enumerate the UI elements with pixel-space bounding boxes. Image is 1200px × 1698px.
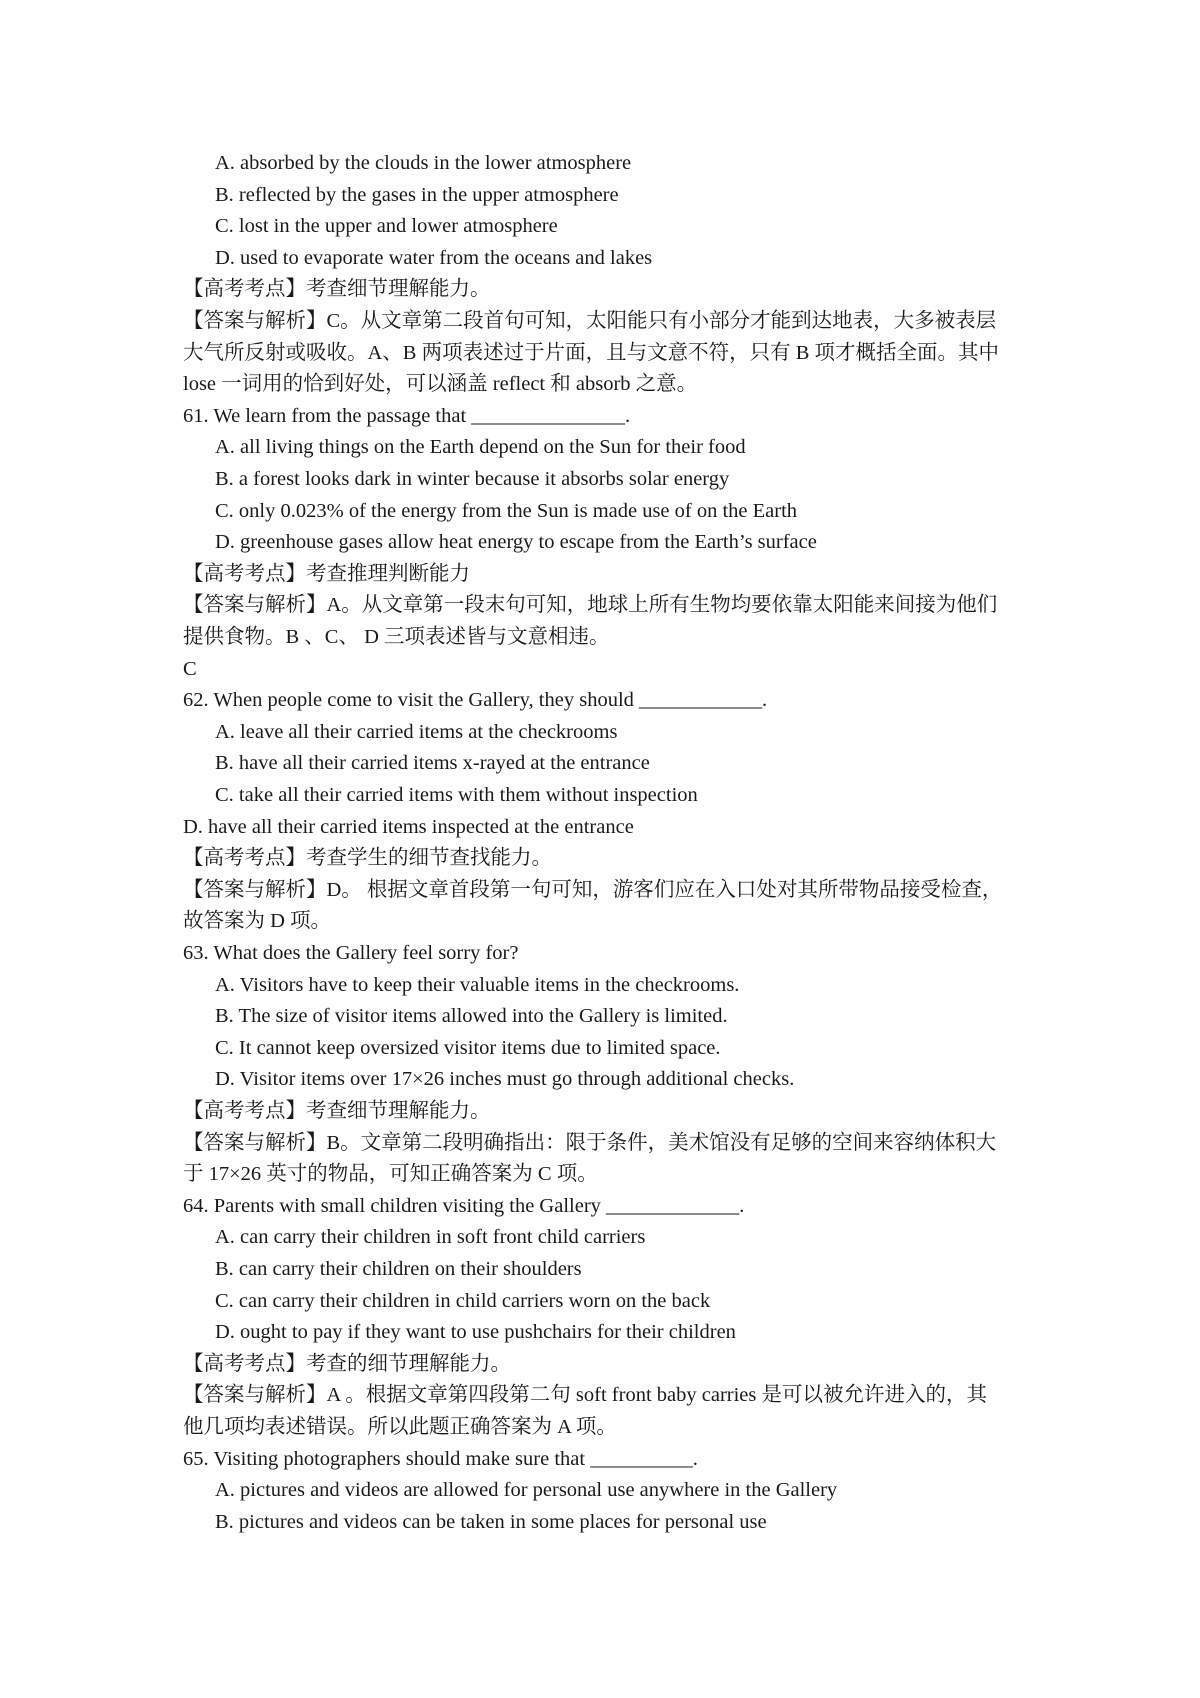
text-line: 故答案为 D 项。 [183,910,332,933]
text-line: 【高考考点】考查的细节理解能力。 [183,1352,511,1375]
text-line: B. can carry their children on their shoulders [215,1258,582,1280]
text-line: 62. When people come to visit the Gallery, they should ____________. [183,689,768,712]
text-line: 他几项均表述错误。所以此题正确答案为 A 项。 [183,1416,617,1438]
text-line: lose 一词用的恰到好处，可以涵盖 reflect 和 absorb 之意。 [183,373,698,396]
text-line: B. pictures and videos can be taken in some places for personal use [215,1510,767,1533]
text-line: 【答案与解析】A 。根据文章第四段第二句 soft front baby carries 是可以被允许进入的，其 [183,1384,987,1407]
text-line: 【高考考点】考查学生的细节查找能力。 [183,847,552,870]
text-line: 提供食物。B 、C、 D 三项表述皆与文意相违。 [183,626,610,648]
text-line: 63. What does the Gallery feel sorry for? [183,942,519,964]
text-line: D. have all their carried items inspected at the entrance [183,815,634,838]
text-line: A. can carry their children in soft front child carriers [215,1226,646,1249]
text-line: 【答案与解析】D。 根据文章首段第一句可知，游客们应在入口处对其所带物品接受检查， [183,878,1003,901]
text-line: D. ought to pay if they want to use pushchairs for their children [215,1321,736,1344]
text-line: C. can carry their children in child carriers worn on the back [215,1289,711,1312]
text-line: A. all living things on the Earth depend on the Sun for their food [215,436,746,459]
text-line: C. lost in the upper and lower atmosphere [215,215,558,238]
text-line: D. used to evaporate water from the oceans and lakes [215,246,653,269]
text-line: B. reflected by the gases in the upper atmosphere [215,183,619,206]
text-line: 【高考考点】考查细节理解能力。 [183,278,491,301]
text-line: D. Visitor items over 17×26 inches must go through additional checks. [215,1068,795,1091]
text-line: A. leave all their carried items at the checkrooms [215,720,618,743]
text-line: C. It cannot keep oversized visitor items due to limited space. [215,1036,721,1059]
text-line: 【高考考点】考查推理判断能力 [183,562,470,585]
text-line: A. absorbed by the clouds in the lower atmosphere [215,152,632,174]
text-line: A. Visitors have to keep their valuable items in the checkrooms. [215,973,740,996]
text-line: B. a forest looks dark in winter because it absorbs solar energy [215,468,730,490]
text-line: C [183,657,197,680]
text-line: C. take all their carried items with them without inspection [215,784,698,806]
text-line: 【答案与解析】C。从文章第二段首句可知，太阳能只有小部分才能到达地表，大多被表层 [183,310,997,332]
text-line: 【答案与解析】A。从文章第一段末句可知，地球上所有生物均要依靠太阳能来间接为他们 [183,594,998,617]
text-line: 64. Parents with small children visiting the Gallery _____________. [183,1194,745,1217]
text-line: 于 17×26 英寸的物品，可知正确答案为 C 项。 [183,1163,598,1186]
text-line: 大气所反射或吸收。A、B 两项表述过于片面，且与文意不符，只有 B 项才概括全面。其中 [183,341,1000,364]
text-line: B. have all their carried items x-rayed at the entrance [215,752,650,775]
text-line: A. pictures and videos are allowed for personal use anywhere in the Gallery [215,1479,838,1502]
text-line: 65. Visiting photographers should make sure that __________. [183,1447,698,1470]
text-line: 【高考考点】考查细节理解能力。 [183,1100,491,1122]
text-line: 【答案与解析】B。文章第二段明确指出：限于条件，美术馆没有足够的空间来容纳体积大 [183,1131,997,1154]
text-line: B. The size of visitor items allowed into the Gallery is limited. [215,1005,728,1028]
text-line: C. only 0.023% of the energy from the Sun is made use of on the Earth [215,499,798,522]
text-line: D. greenhouse gases allow heat energy to escape from the Earth’s surface [215,531,817,554]
text-line: 61. We learn from the passage that _______________. [183,404,631,427]
